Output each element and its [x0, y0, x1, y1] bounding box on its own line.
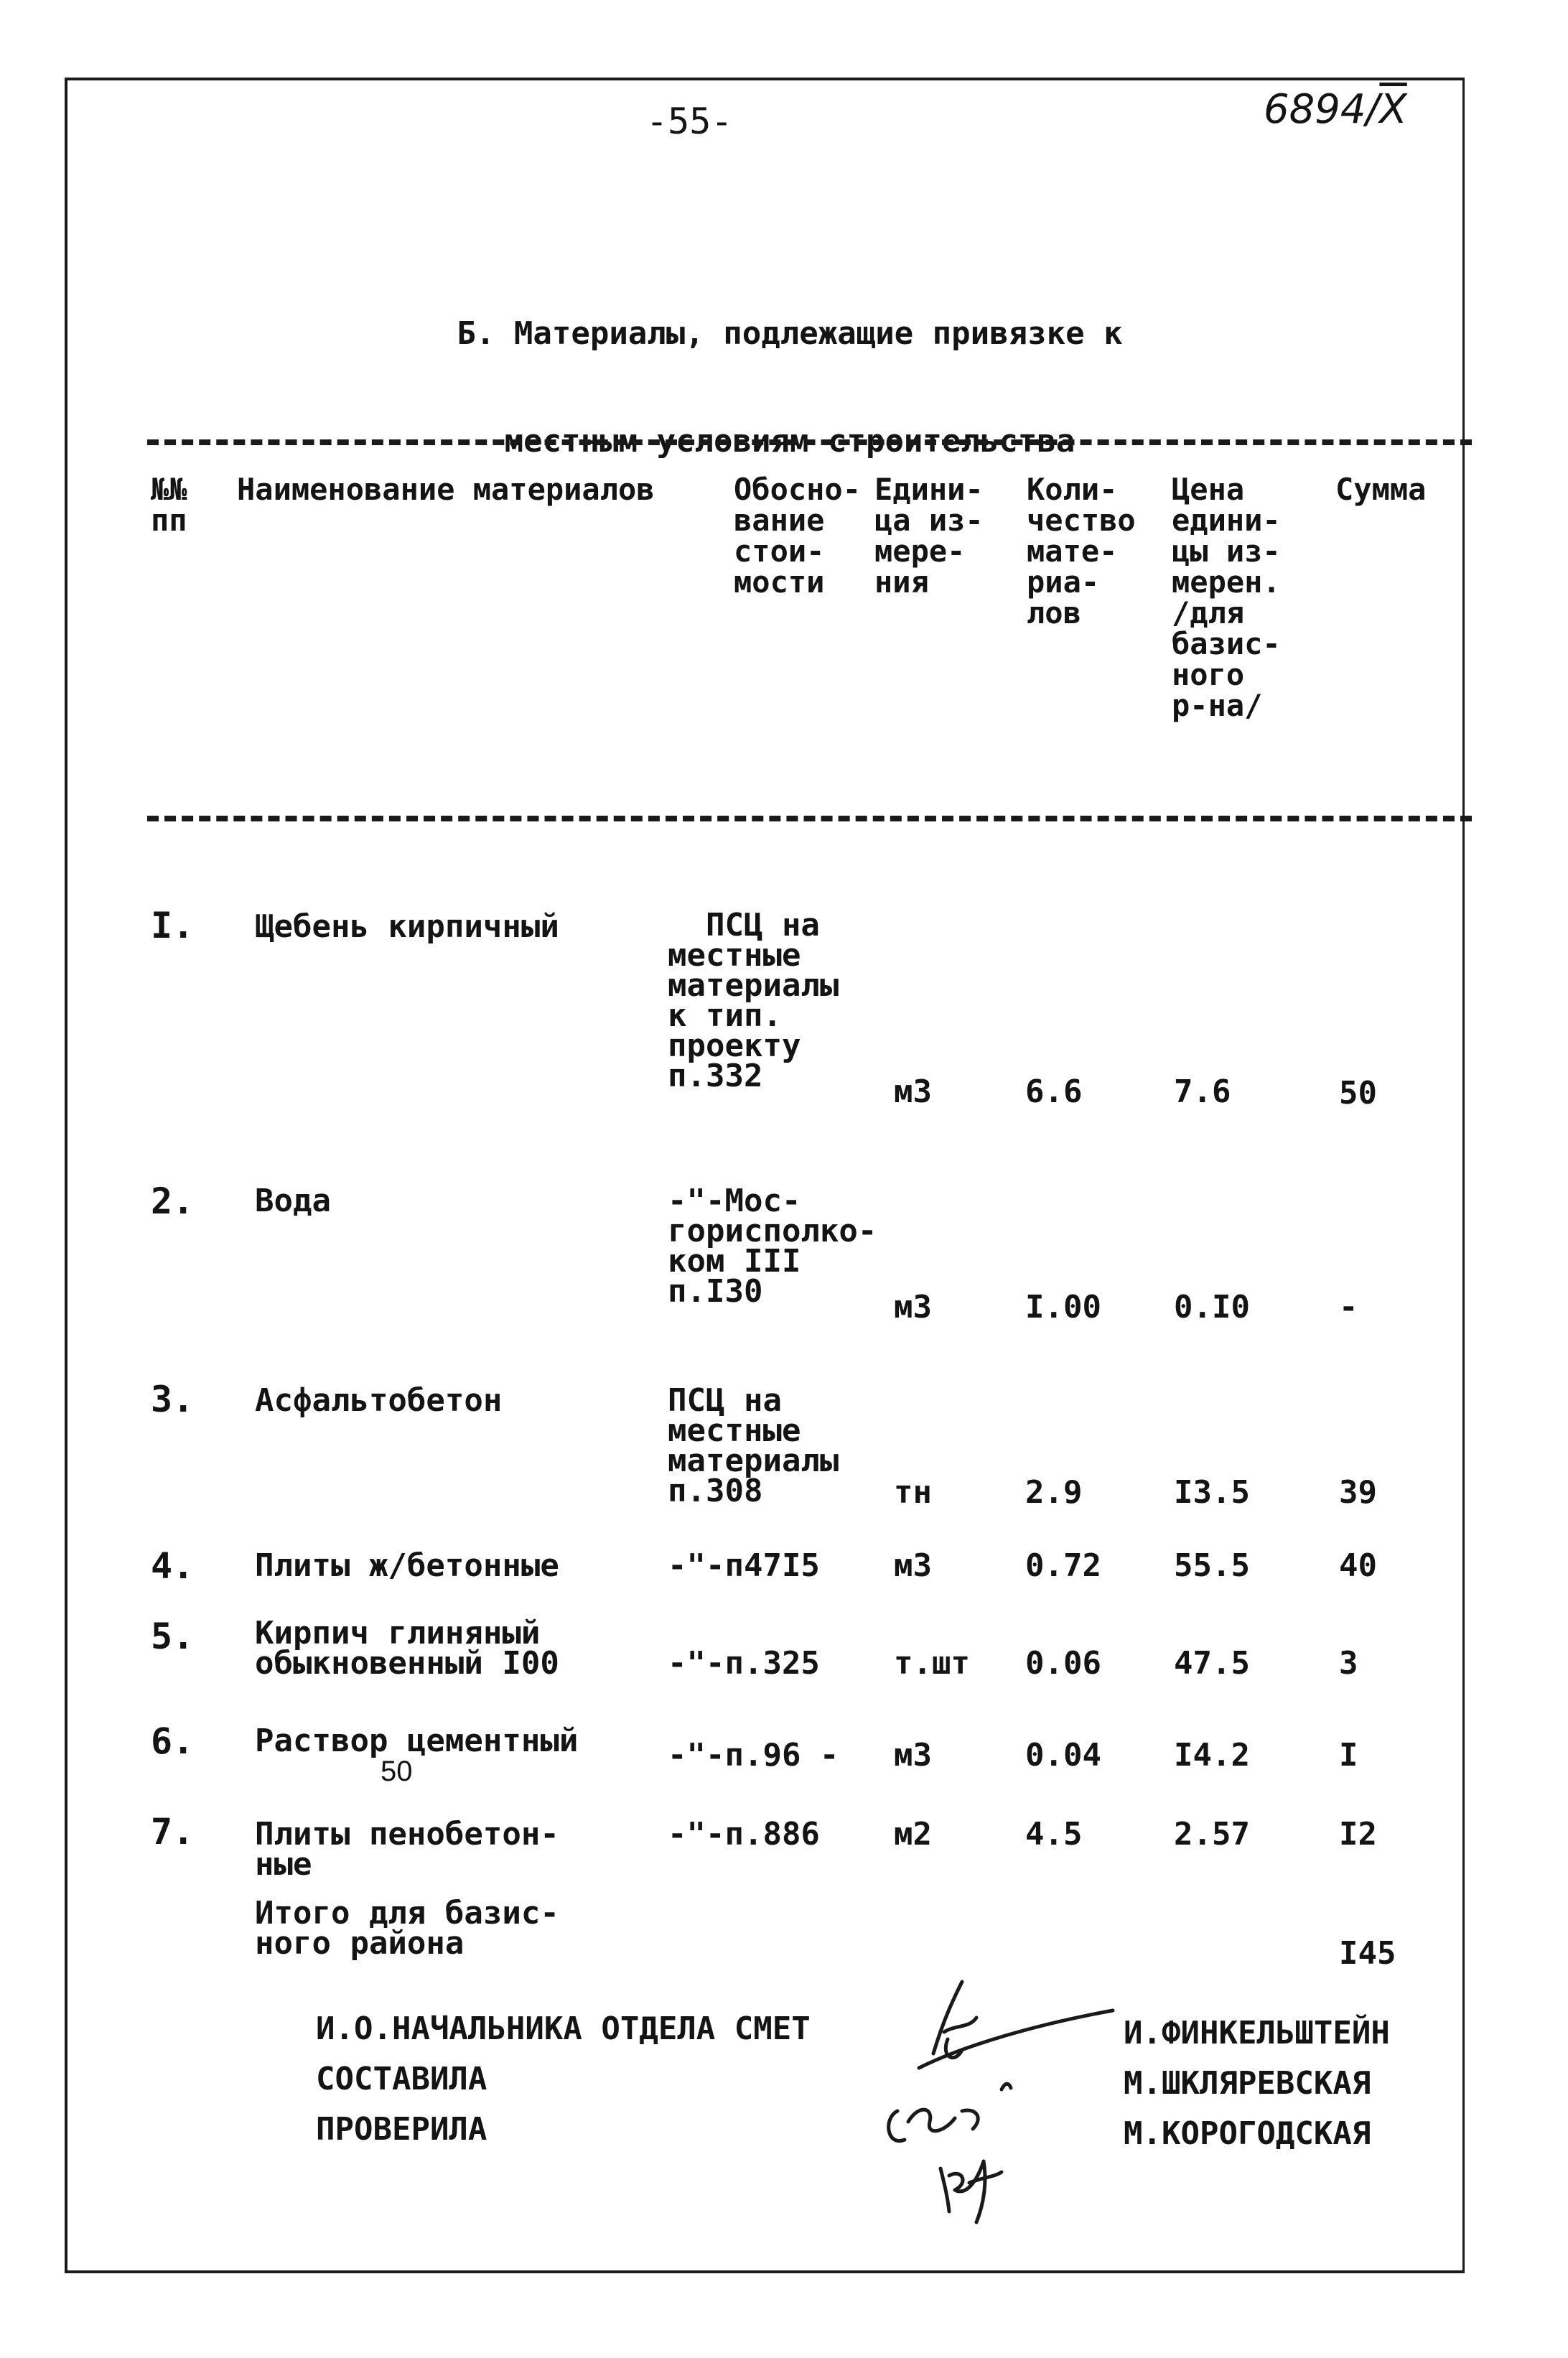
total-label: Итого для базис- ного района: [255, 1895, 559, 1962]
handwritten-signatures: [876, 1967, 1120, 2226]
row-cost-basis: -"-п.96 -: [668, 1737, 839, 1774]
row-sum: -: [1339, 1289, 1358, 1325]
row-number: 2.: [151, 1180, 195, 1222]
row-quantity: 0.72: [1025, 1547, 1101, 1584]
row-cost-basis: -"-Мос- горисполко- ком III п.I30: [668, 1183, 877, 1310]
signature-name-compiled: М.ШКЛЯРЕВСКАЯ: [1124, 2065, 1371, 2102]
header-unit-price: Цена едини- цы из- мерен. /для базис- ного р-на/: [1172, 472, 1281, 723]
archive-number: [1264, 86, 1407, 133]
row-material-name: Раствор цементный: [255, 1723, 579, 1759]
header-divider-top: [147, 439, 1472, 445]
row-unit: м3: [894, 1289, 932, 1325]
row-number: 6.: [151, 1720, 195, 1762]
row-number: I.: [151, 905, 195, 946]
header-material-name: Наименование материалов: [237, 472, 655, 507]
row-material-name: Щебень кирпичный: [255, 908, 559, 945]
row-unit-price: 7.6: [1174, 1073, 1231, 1110]
row-quantity: 6.6: [1025, 1073, 1083, 1110]
row-sum: 40: [1339, 1547, 1377, 1584]
header-number: №№ пп: [151, 472, 187, 538]
row-unit-price: 2.57: [1174, 1816, 1250, 1853]
row-unit-price: 47.5: [1174, 1645, 1250, 1682]
row-unit-price: I4.2: [1174, 1737, 1250, 1774]
signature-label-head: И.О.НАЧАЛЬНИКА ОТДЕЛА СМЕТ: [316, 2010, 811, 2047]
signature-label-compiled: СОСТАВИЛА: [316, 2061, 487, 2097]
row-unit: т.шт: [894, 1645, 970, 1682]
row-cost-basis: ПСЦ на местные материалы п.308: [668, 1382, 839, 1509]
row-material-name: Вода: [255, 1183, 331, 1219]
row-sum: 3: [1339, 1645, 1358, 1682]
row-material-name: Плиты пенобетон- ные: [255, 1816, 559, 1883]
signature-name-head: И.ФИНКЕЛЬШТЕЙН: [1124, 2015, 1390, 2051]
header-unit: Едини- ца из- мере- ния: [874, 472, 984, 600]
row-unit: м3: [894, 1737, 932, 1774]
section-title-line-1: Б. Материалы, подлежащие привязке к: [457, 315, 1123, 352]
row-material-name: Плиты ж/бетонные: [255, 1547, 559, 1584]
row-cost-basis: ПСЦ на местные материалы к тип. проекту п.332: [668, 907, 839, 1094]
section-title-line-2: местным условиям строительства: [504, 423, 1075, 460]
row-unit: м2: [894, 1816, 932, 1853]
row-number: 3.: [151, 1379, 195, 1420]
section-title: [215, 244, 1364, 495]
row-quantity: 4.5: [1025, 1816, 1083, 1853]
row-material-name: Кирпич глиняный обыкновенный I00: [255, 1615, 559, 1682]
header-cost-basis: Обосно- вание стои- мости: [734, 472, 862, 600]
page-number: -55-: [646, 101, 733, 142]
row-cost-basis: -"-п.325: [668, 1645, 820, 1682]
row-material-name: Асфальтобетон: [255, 1382, 503, 1419]
row-quantity: 0.06: [1025, 1645, 1101, 1682]
row-unit: м3: [894, 1547, 932, 1584]
header-quantity: Коли- чество мате- риа- лов: [1027, 472, 1136, 630]
row-sum: I: [1339, 1737, 1358, 1774]
row-cost-basis: -"-п.886: [668, 1816, 820, 1853]
row-unit-price: 0.I0: [1174, 1289, 1250, 1325]
row-sum: 39: [1339, 1474, 1377, 1511]
signature-label-checked: ПРОВЕРИЛА: [316, 2111, 487, 2148]
row-unit-price: I3.5: [1174, 1474, 1250, 1511]
signature-name-checked: М.КОРОГОДСКАЯ: [1124, 2115, 1371, 2152]
row-number: 4.: [151, 1545, 195, 1587]
row-number: 7.: [151, 1811, 195, 1853]
row-number: 5.: [151, 1616, 195, 1657]
row-unit-price: 55.5: [1174, 1547, 1250, 1584]
header-divider-bottom: [147, 816, 1472, 821]
header-sum: Сумма: [1335, 472, 1427, 507]
row-sum: I2: [1339, 1816, 1377, 1853]
row-quantity: I.00: [1025, 1289, 1101, 1325]
archive-number-main: 6894/: [1264, 86, 1380, 133]
archive-number-fraction: $\overline{X}$: [1379, 86, 1407, 133]
row-unit: тн: [894, 1474, 932, 1511]
row-unit: м3: [894, 1073, 932, 1110]
total-sum: I45: [1339, 1935, 1396, 1972]
row-cost-basis: -"-п47I5: [668, 1547, 820, 1584]
row-material-grade: 50: [381, 1756, 413, 1787]
row-sum: 50: [1339, 1075, 1377, 1112]
row-quantity: 0.04: [1025, 1737, 1101, 1774]
row-quantity: 2.9: [1025, 1474, 1083, 1511]
